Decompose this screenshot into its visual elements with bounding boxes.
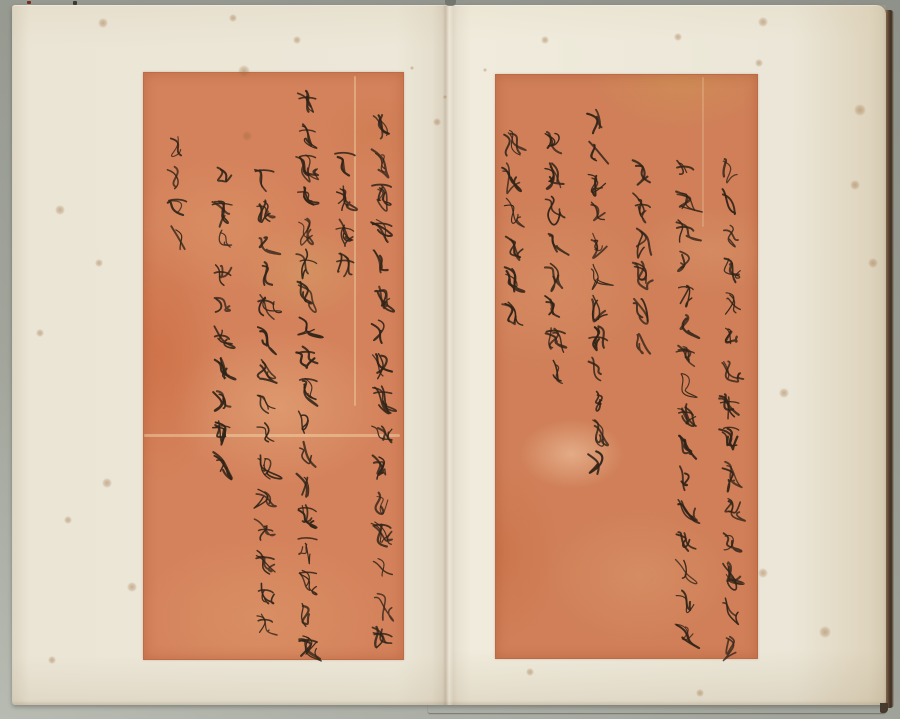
calligraphy-column: [252, 165, 278, 645]
foxing-spot: [36, 329, 43, 336]
page-block-fore-edge: [428, 704, 887, 713]
calligraphy-column: [209, 163, 235, 483]
gutter-top-notch: [445, 0, 456, 6]
gutter-fold: [432, 5, 458, 705]
calligraphy-column: [542, 128, 568, 392]
calligraphy-column: [630, 158, 656, 362]
foxing-spot: [238, 65, 250, 77]
calligraphy-column: [165, 135, 191, 255]
foxing-spot: [229, 14, 236, 21]
foxing-spot: [779, 388, 789, 398]
foxing-spot: [755, 59, 762, 66]
foxing-spot: [674, 33, 681, 40]
calligraphy-column: [717, 153, 743, 663]
calligraphy-column: [369, 113, 395, 657]
foxing-spot: [526, 668, 533, 675]
foxing-spot: [64, 516, 71, 523]
foxing-spot: [854, 104, 866, 116]
foxing-spot: [293, 36, 300, 43]
foxing-spot: [102, 478, 112, 488]
foxing-spot: [48, 656, 55, 663]
foxing-spot: [868, 258, 878, 268]
scan-speck: [27, 1, 31, 4]
calligraphy-column: [500, 126, 526, 336]
calligraphy-column: [294, 88, 320, 664]
foxing-spot: [127, 582, 137, 592]
foxing-spot: [433, 118, 440, 125]
foxing-spot: [696, 689, 703, 696]
page-block-corner: [880, 703, 888, 713]
foxing-spot: [541, 36, 548, 43]
foxing-spot: [758, 568, 768, 578]
foxing-spot: [850, 180, 860, 190]
calligraphy-column: [673, 155, 699, 651]
paper-crease: [702, 77, 704, 227]
calligraphy-column: [585, 108, 611, 480]
foxing-spot: [819, 626, 831, 638]
foxing-spot: [55, 205, 65, 215]
foxing-spot: [758, 17, 768, 27]
foxing-spot: [242, 131, 252, 141]
calligraphy-column: [332, 150, 358, 286]
scan-speck: [73, 1, 77, 5]
foxing-spot: [95, 259, 102, 266]
foxing-spot: [98, 18, 108, 28]
